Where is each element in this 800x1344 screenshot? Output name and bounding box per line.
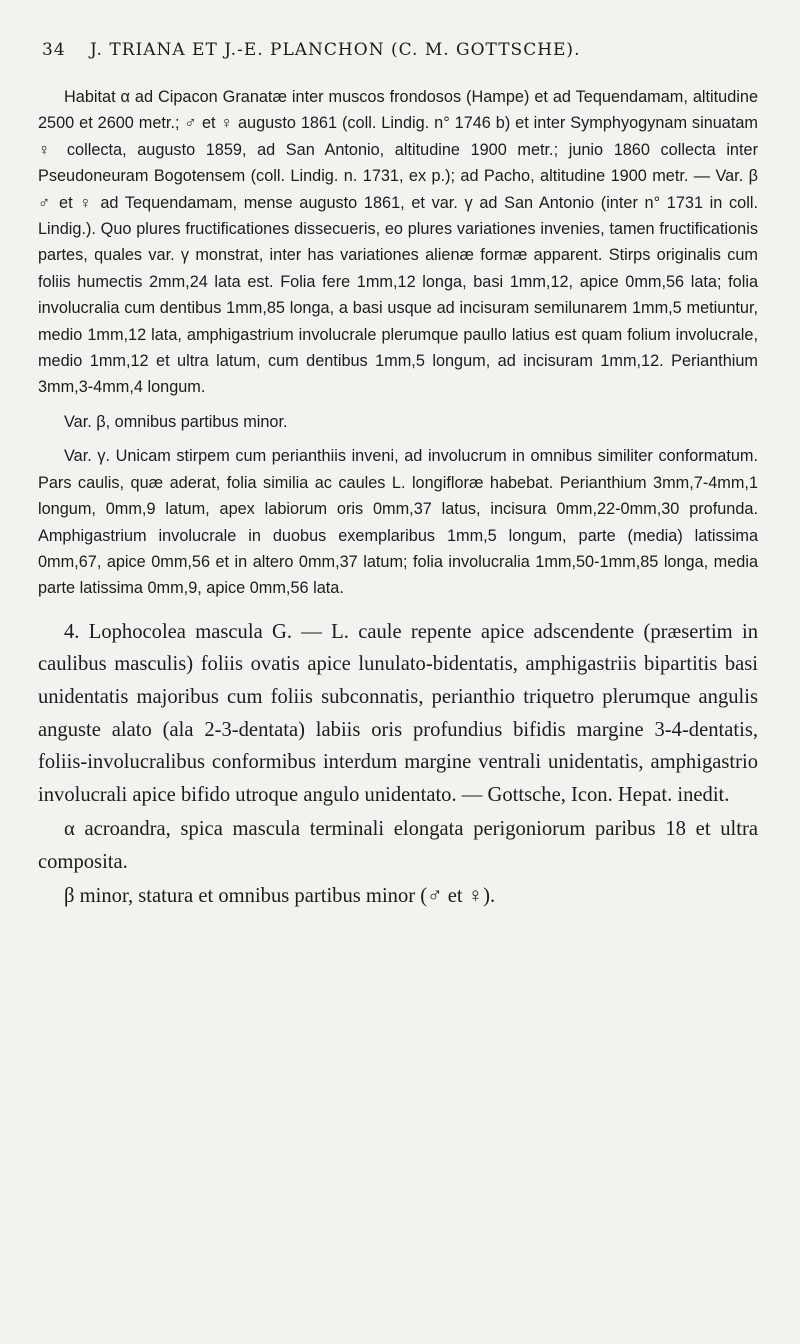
page-header (42, 40, 742, 60)
page-number: 34 (42, 40, 66, 60)
variety-beta: β minor, statura et omnibus partibus minor (♂ et ♀). (64, 885, 496, 908)
species-description: 4. Lophocolea mascula G. — L. caule repente apice adscendente (præsertim in caulibus masculis) foliis ovatis apice lunulato-bidentatis, amphigastriis bipartitis basi unidentatis majoribus cum foliis subconnatis, perianthio triquetro plerumque angulis anguste alato (ala 2-3-dentata) labiis oris profundius bifidis margine 3-4-dentatis, foliis-involucralibus conformibus interdum margine ventrali unidentatis, amphigastrio involucrali apice bifido utroque angulo unidentato. — Gottsche, Icon. Hepat. inedit. (38, 620, 758, 806)
variety-gamma-paragraph: Var. γ. Unicam stirpem cum perianthiis inveni, ad involucrum in omnibus similiter conformatum. Pars caulis, quæ aderat, folia similia ac caules L. longifloræ habebat. Perianthium 3mm,7-4mm,1 longum, 0mm,9 latum, apex labiorum oris 0mm,37 latus, incisura 0mm,22-0mm,30 profunda. Amphigastrium involucrale in duobus exemplaribus 1mm,5 longum, parte (media) latissima 0mm,67, apice 0mm,56 et in altero 0mm,37 latum; folia involucralia 1mm,50-1mm,85 longa, media parte latissima 0mm,9, apice 0mm,56 lata. (38, 447, 758, 598)
running-title: J. TRIANA ET J.-E. PLANCHON (C. M. GOTTSCHE). (90, 40, 581, 60)
habitat-paragraph: Habitat α ad Cipacon Granatæ inter muscos frondosos (Hampe) et ad Tequendamam, altitudine 2500 et 2600 metr.; ♂ et ♀ augusto 1861 (coll. Lindig. n° 1746 b) et inter Symphyogynam sinuatam ♀ collecta, augusto 1859, ad San Antonio, altitudine 1900 metr.; junio 1860 collecta inter Pseudoneuram Bogotensem (coll. Lindig. n. 1731, ex p.); ad Pacho, altitudine 1900 metr. — Var. β ♂ et ♀ ad Tequendamam, mense augusto 1861, et var. γ ad San Antonio (inter n° 1731 in coll. Lindig.). Quo plures fructificationes dissecueris, eo plures variationes invenies, tamen fructificationis partes, quales var. γ monstrat, inter has variationes alienæ formæ apparent. Stirps originalis cum foliis humectis 2mm,24 lata est. Folia fere 1mm,12 longa, basi 1mm,12, apice 0mm,56 lata; folia involucralia cum dentibus 1mm,85 longa, a basi usque ad incisuram semilunarem 1mm,5 metiuntur, medio 1mm,12 lata, amphigastrium involucrale plerumque paullo latius est quam folium involucrale, medio 1mm,12 et ultra latum, cum dentibus 1mm,5 longum, ad incisuram 1mm,12. Perianthium 3mm,3-4mm,4 longum. (38, 88, 758, 397)
small-print-section (38, 84, 758, 602)
species-section (38, 616, 758, 913)
page-body (38, 84, 758, 913)
variety-beta-paragraph: Var. β, omnibus partibus minor. (64, 412, 288, 431)
variety-alpha: α acroandra, spica mascula terminali elongata perigoniorum paribus 18 et ultra composita. (38, 818, 758, 873)
